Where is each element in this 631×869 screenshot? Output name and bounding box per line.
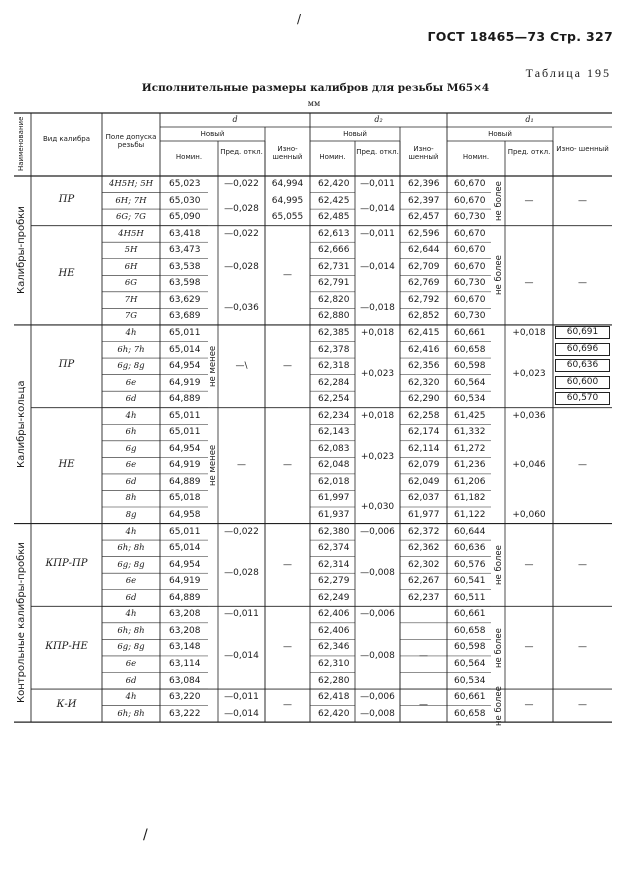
d2-worn: 62,457 <box>408 212 440 223</box>
d2-worn: 62,302 <box>408 559 440 570</box>
note-ne-bolee: не более <box>494 627 504 668</box>
d2-nominal: 62,613 <box>318 228 350 239</box>
note-ne-menee: не менее <box>208 444 218 487</box>
d1-deviation: +0,060 <box>512 510 546 520</box>
field-label: 6H; 7H <box>115 195 147 206</box>
d2-worn: 62,792 <box>408 294 440 305</box>
d2-deviation: —0,006 <box>360 609 395 620</box>
d2-nominal: 62,314 <box>318 559 350 570</box>
field-label: 8g <box>125 510 137 520</box>
d2-deviation: +0,018 <box>360 410 395 421</box>
d2-worn: 62,174 <box>408 427 440 438</box>
d2-worn: 62,852 <box>408 311 440 322</box>
header-pred: Пред. откл. <box>220 148 263 156</box>
d-worn: 64,995 <box>271 195 304 206</box>
d2-deviation: —0,011 <box>360 228 395 239</box>
d2-nominal: 62,385 <box>318 327 350 338</box>
d1-worn: — <box>578 700 587 711</box>
d1-nominal: 60,564 <box>454 377 486 388</box>
d2-nominal: 62,820 <box>318 294 350 305</box>
d2-nominal: 62,280 <box>318 675 350 686</box>
header-pred: Пред. откл. <box>356 148 399 156</box>
d1-deviation: — <box>524 700 534 711</box>
field-label: 6e <box>125 658 137 669</box>
d1-nominal: 60,658 <box>454 625 486 636</box>
d1-nominal: 60,661 <box>454 692 486 703</box>
field-label: 6G <box>124 278 138 289</box>
header-vid: Вид калибра <box>42 135 90 143</box>
field-label: 4h <box>125 410 137 421</box>
d-nominal: 63,598 <box>169 278 201 289</box>
kind-label: НЕ <box>58 268 75 280</box>
d2-nominal: 62,374 <box>318 543 350 554</box>
kind-label: ПР <box>58 193 75 205</box>
header-nomin: Номин. <box>462 153 490 161</box>
d-nominal: 63,629 <box>169 294 201 305</box>
d1-deviation: — <box>524 559 534 570</box>
d2-nominal: 62,666 <box>318 245 350 256</box>
table-title: Исполнительные размеры калибров для резьбы М65×4 <box>141 82 490 94</box>
kind-label: НЕ <box>58 458 75 470</box>
d-nominal: 64,954 <box>169 361 201 372</box>
d-nominal: 65,011 <box>169 526 201 537</box>
d-deviation: —\ <box>235 361 248 372</box>
d-nominal: 63,418 <box>169 228 201 239</box>
d2-worn: 61,977 <box>408 510 440 520</box>
d2-nominal: 62,378 <box>318 344 350 355</box>
field-label: 6H <box>124 261 138 272</box>
d2-worn: 62,037 <box>408 493 440 504</box>
header-nomin: Номин. <box>175 153 203 161</box>
d2-worn: 62,114 <box>408 443 440 454</box>
d2-nominal: 62,406 <box>318 609 350 620</box>
d2-worn: — <box>419 650 428 661</box>
d2-deviation: —0,008 <box>360 650 395 661</box>
d-nominal: 64,889 <box>169 592 201 603</box>
field-label: 6e <box>125 460 137 471</box>
d1-deviation: — <box>524 195 534 206</box>
d2-worn: 62,415 <box>408 327 440 338</box>
field-label: 6G; 7G <box>116 212 146 223</box>
d2-nominal: 62,420 <box>318 708 350 719</box>
d1-nominal: 60,670 <box>454 261 486 272</box>
field-label: 6e <box>125 576 137 587</box>
d-nominal: 63,538 <box>169 261 201 272</box>
d-deviation: —0,028 <box>224 567 259 578</box>
d-nominal: 63,148 <box>169 642 201 653</box>
header-pred: Пред. откл. <box>507 148 551 156</box>
header-new: Новый <box>200 130 225 138</box>
field-label: 4h <box>125 526 137 537</box>
d-nominal: 65,023 <box>169 179 201 189</box>
header-pole: Поле допуска резьбы <box>105 133 157 149</box>
field-label: 6h <box>125 427 137 438</box>
d2-deviation: —0,014 <box>360 203 395 214</box>
d2-deviation: —0,008 <box>360 708 395 719</box>
field-label: 6g <box>125 443 137 454</box>
kind-label: ПР <box>58 359 75 371</box>
d2-deviation: —0,008 <box>360 567 395 578</box>
d1-nominal: 60,658 <box>454 708 486 719</box>
d1-nominal: 60,670 <box>454 294 486 305</box>
stray-mark: / <box>143 827 148 843</box>
d-deviation: —0,014 <box>224 650 259 661</box>
d1-nominal: 61,272 <box>454 443 486 454</box>
d1-nominal: 60,661 <box>454 327 486 338</box>
d-deviation: —0,028 <box>224 261 259 272</box>
d2-nominal: 62,310 <box>318 658 350 669</box>
d-nominal: 64,889 <box>169 394 201 405</box>
d2-nominal: 61,997 <box>318 493 350 504</box>
header-izn: Изно- шенный <box>408 145 439 161</box>
d1-nominal: 60,511 <box>454 592 486 603</box>
field-label: 4h <box>125 692 137 703</box>
d2-worn: 62,397 <box>408 195 440 206</box>
field-label: 4H5H; 5H <box>108 179 154 189</box>
d-nominal: 65,030 <box>169 195 201 206</box>
d2-worn: 62,596 <box>408 228 440 239</box>
d2-nominal: 62,143 <box>318 427 350 438</box>
d1-nominal: 60,541 <box>454 576 486 587</box>
kind-label: КПР-НЕ <box>45 640 88 652</box>
d1-nominal: 61,332 <box>454 427 486 438</box>
d2-worn: 62,396 <box>408 179 440 189</box>
header-d: d <box>232 115 238 124</box>
d-worn: — <box>283 700 292 711</box>
d2-deviation: +0,030 <box>360 501 395 512</box>
d1-nominal: 60,564 <box>454 658 486 669</box>
d-nominal: 63,114 <box>169 658 201 669</box>
d-nominal: 64,919 <box>169 576 201 587</box>
d1-nominal: 61,206 <box>454 476 486 487</box>
d2-deviation: +0,023 <box>360 452 395 463</box>
d1-nominal: 60,670 <box>454 245 486 256</box>
d1-worn: — <box>578 278 587 289</box>
d1-deviation: +0,018 <box>512 327 546 338</box>
d2-nominal: 62,791 <box>318 278 350 289</box>
d2-deviation: —0,011 <box>360 179 395 189</box>
note-ne-bolee: не более <box>494 685 504 726</box>
d-worn: — <box>283 559 292 570</box>
d-deviation: —0,036 <box>224 303 259 314</box>
d2-worn: 62,372 <box>408 526 440 537</box>
header-d2: d₂ <box>374 115 383 124</box>
d-deviation: —0,011 <box>224 692 259 703</box>
d1-worn: 60,600 <box>555 376 610 389</box>
d2-worn: — <box>419 700 428 711</box>
d-deviation: — <box>237 460 246 471</box>
d-nominal: 63,208 <box>169 625 201 636</box>
d1-nominal: 60,534 <box>454 675 486 686</box>
d1-deviation: +0,036 <box>512 410 546 421</box>
header-naim: Наименование <box>17 116 25 171</box>
d2-nominal: 62,318 <box>318 361 350 372</box>
d1-nominal: 60,730 <box>454 311 486 322</box>
d-deviation: —0,022 <box>224 526 259 537</box>
page-header: ГОСТ 18465—73 Стр. 327 <box>427 29 613 44</box>
d1-nominal: 60,598 <box>454 361 486 372</box>
d1-nominal: 61,122 <box>454 510 486 520</box>
d1-worn: 60,570 <box>555 392 610 405</box>
d-nominal: 65,090 <box>169 212 201 223</box>
d-nominal: 63,220 <box>169 692 201 703</box>
field-label: 6g; 8g <box>117 559 145 570</box>
d2-deviation: —0,006 <box>360 526 395 537</box>
d1-worn: 60,696 <box>555 343 610 356</box>
d2-nominal: 62,279 <box>318 576 350 587</box>
d2-worn: 62,416 <box>408 344 440 355</box>
d1-nominal: 60,670 <box>454 179 486 189</box>
d1-worn: — <box>578 642 587 653</box>
d-nominal: 64,919 <box>169 377 201 388</box>
d2-worn: 62,320 <box>408 377 440 388</box>
field-label: 6d <box>125 592 137 603</box>
d1-nominal: 60,730 <box>454 278 486 289</box>
field-label: 4h <box>125 609 137 620</box>
d2-nominal: 62,420 <box>318 179 350 189</box>
group-label: Контрольные калибры-пробки <box>16 542 27 704</box>
d2-deviation: —0,018 <box>360 303 395 314</box>
d1-deviation: +0,023 <box>512 369 546 380</box>
d2-worn: 62,769 <box>408 278 440 289</box>
header-nomin: Номин. <box>319 153 346 161</box>
d2-nominal: 62,018 <box>318 476 350 487</box>
d2-nominal: 62,254 <box>318 394 350 405</box>
field-label: 4h <box>125 327 137 338</box>
kind-label: КПР-ПР <box>45 557 88 569</box>
d1-nominal: 60,658 <box>454 344 486 355</box>
d2-worn: 62,079 <box>408 460 440 471</box>
d-nominal: 63,084 <box>169 675 201 686</box>
d-nominal: 65,011 <box>169 427 201 438</box>
d2-nominal: 62,380 <box>318 526 350 537</box>
d2-nominal: 62,346 <box>318 642 350 653</box>
field-label: 6d <box>125 476 137 487</box>
d-nominal: 65,014 <box>169 543 201 554</box>
d2-worn: 62,362 <box>408 543 440 554</box>
d-nominal: 65,014 <box>169 344 201 355</box>
note-ne-bolee: не более <box>494 180 504 221</box>
d2-worn: 62,267 <box>408 576 440 587</box>
header-new: Новый <box>488 130 512 138</box>
field-label: 4H5H <box>118 228 144 239</box>
d-deviation: —0,022 <box>224 228 259 239</box>
header-izn: Изно- шенный <box>556 145 609 153</box>
field-label: 6h; 8h <box>117 625 145 636</box>
field-label: 6h; 8h <box>117 543 145 554</box>
d2-worn: 62,644 <box>408 245 440 256</box>
d2-nominal: 62,425 <box>318 195 350 206</box>
field-label: 6g; 8g <box>117 642 145 653</box>
kind-label: К-И <box>56 698 77 710</box>
d2-worn: 62,258 <box>408 410 440 421</box>
d1-nominal: 60,661 <box>454 609 486 620</box>
d2-worn: 62,290 <box>408 394 440 405</box>
field-label: 6e <box>125 377 137 388</box>
d2-nominal: 62,418 <box>318 692 350 703</box>
field-label: 6d <box>125 394 137 405</box>
d2-nominal: 61,937 <box>318 510 350 520</box>
d2-deviation: +0,018 <box>360 327 395 338</box>
d-deviation: —0,011 <box>224 609 259 620</box>
d-nominal: 65,011 <box>169 410 201 421</box>
d2-worn: 62,237 <box>408 592 440 603</box>
d1-nominal: 61,236 <box>454 460 486 471</box>
header-d1: d₁ <box>525 115 534 124</box>
d2-nominal: 62,249 <box>318 592 350 603</box>
d1-worn: — <box>578 460 587 471</box>
d2-nominal: 62,048 <box>318 460 350 471</box>
d1-nominal: 61,425 <box>454 410 486 421</box>
d1-nominal: 61,182 <box>454 493 486 504</box>
d2-nominal: 62,880 <box>318 311 350 322</box>
table-label: Таблица 195 <box>525 66 611 80</box>
d2-worn: 62,709 <box>408 261 440 272</box>
d-worn: — <box>283 361 292 372</box>
field-label: 7H <box>124 294 138 305</box>
d1-deviation: — <box>524 642 534 653</box>
d-nominal: 64,958 <box>169 510 201 520</box>
d2-deviation: —0,014 <box>360 261 395 272</box>
field-label: 6d <box>125 675 137 686</box>
d2-nominal: 62,731 <box>318 261 350 272</box>
field-label: 6h; 8h <box>117 708 145 719</box>
d-worn: 65,055 <box>271 212 304 223</box>
d1-nominal: 60,730 <box>454 212 486 223</box>
d2-nominal: 62,406 <box>318 625 350 636</box>
d2-nominal: 62,485 <box>318 212 350 223</box>
field-label: 8h <box>125 493 137 504</box>
d-worn: — <box>283 642 292 653</box>
d1-worn: — <box>578 559 587 570</box>
group-label: Калибры-кольца <box>16 380 27 469</box>
d1-nominal: 60,534 <box>454 394 486 405</box>
d2-nominal: 62,234 <box>318 410 350 421</box>
field-label: 6g; 8g <box>117 361 145 372</box>
d1-nominal: 60,670 <box>454 195 486 206</box>
d-deviation: —0,028 <box>224 203 259 214</box>
note-ne-bolee: не более <box>494 545 504 585</box>
d-deviation: —0,014 <box>224 708 259 719</box>
d-nominal: 63,689 <box>169 311 201 322</box>
d2-nominal: 62,284 <box>318 377 350 388</box>
d-nominal: 63,222 <box>169 708 201 719</box>
note-ne-bolee: не более <box>494 255 504 296</box>
header-izn: Изно- шенный <box>272 145 303 161</box>
d2-nominal: 62,083 <box>318 443 350 454</box>
field-label: 5H <box>124 245 138 256</box>
d-nominal: 63,208 <box>169 609 201 620</box>
d2-worn: 62,356 <box>408 361 440 372</box>
d1-nominal: 60,598 <box>454 642 486 653</box>
field-label: 7G <box>124 311 138 322</box>
d1-worn: 60,636 <box>555 359 610 372</box>
d-deviation: —0,022 <box>224 179 259 189</box>
note-ne-menee: не менее <box>208 345 218 387</box>
d1-worn: 60,691 <box>555 326 610 339</box>
d2-deviation: +0,023 <box>360 369 395 380</box>
d-worn: — <box>283 270 292 281</box>
d1-nominal: 60,636 <box>454 543 486 554</box>
d1-nominal: 60,576 <box>454 559 486 570</box>
d-nominal: 65,011 <box>169 327 201 338</box>
d-worn: 64,994 <box>271 179 304 189</box>
d2-worn: 62,049 <box>408 476 440 487</box>
d1-nominal: 60,670 <box>454 228 486 239</box>
d-nominal: 63,473 <box>169 245 201 256</box>
stray-mark: / <box>297 12 302 26</box>
d-nominal: 65,018 <box>169 493 201 504</box>
d1-nominal: 60,644 <box>454 526 486 537</box>
d-nominal: 64,919 <box>169 460 201 471</box>
d-worn: — <box>283 460 292 471</box>
d-nominal: 64,889 <box>169 476 201 487</box>
d1-deviation: — <box>524 278 534 289</box>
field-label: 6h; 7h <box>117 344 145 355</box>
d2-deviation: —0,006 <box>360 692 395 703</box>
group-label: Калибры-пробки <box>16 206 27 295</box>
d1-worn: — <box>578 195 587 206</box>
header-new: Новый <box>343 130 367 138</box>
d-nominal: 64,954 <box>169 443 201 454</box>
d-nominal: 64,954 <box>169 559 201 570</box>
d1-deviation: +0,046 <box>512 460 546 471</box>
table-unit: мм <box>307 99 321 108</box>
